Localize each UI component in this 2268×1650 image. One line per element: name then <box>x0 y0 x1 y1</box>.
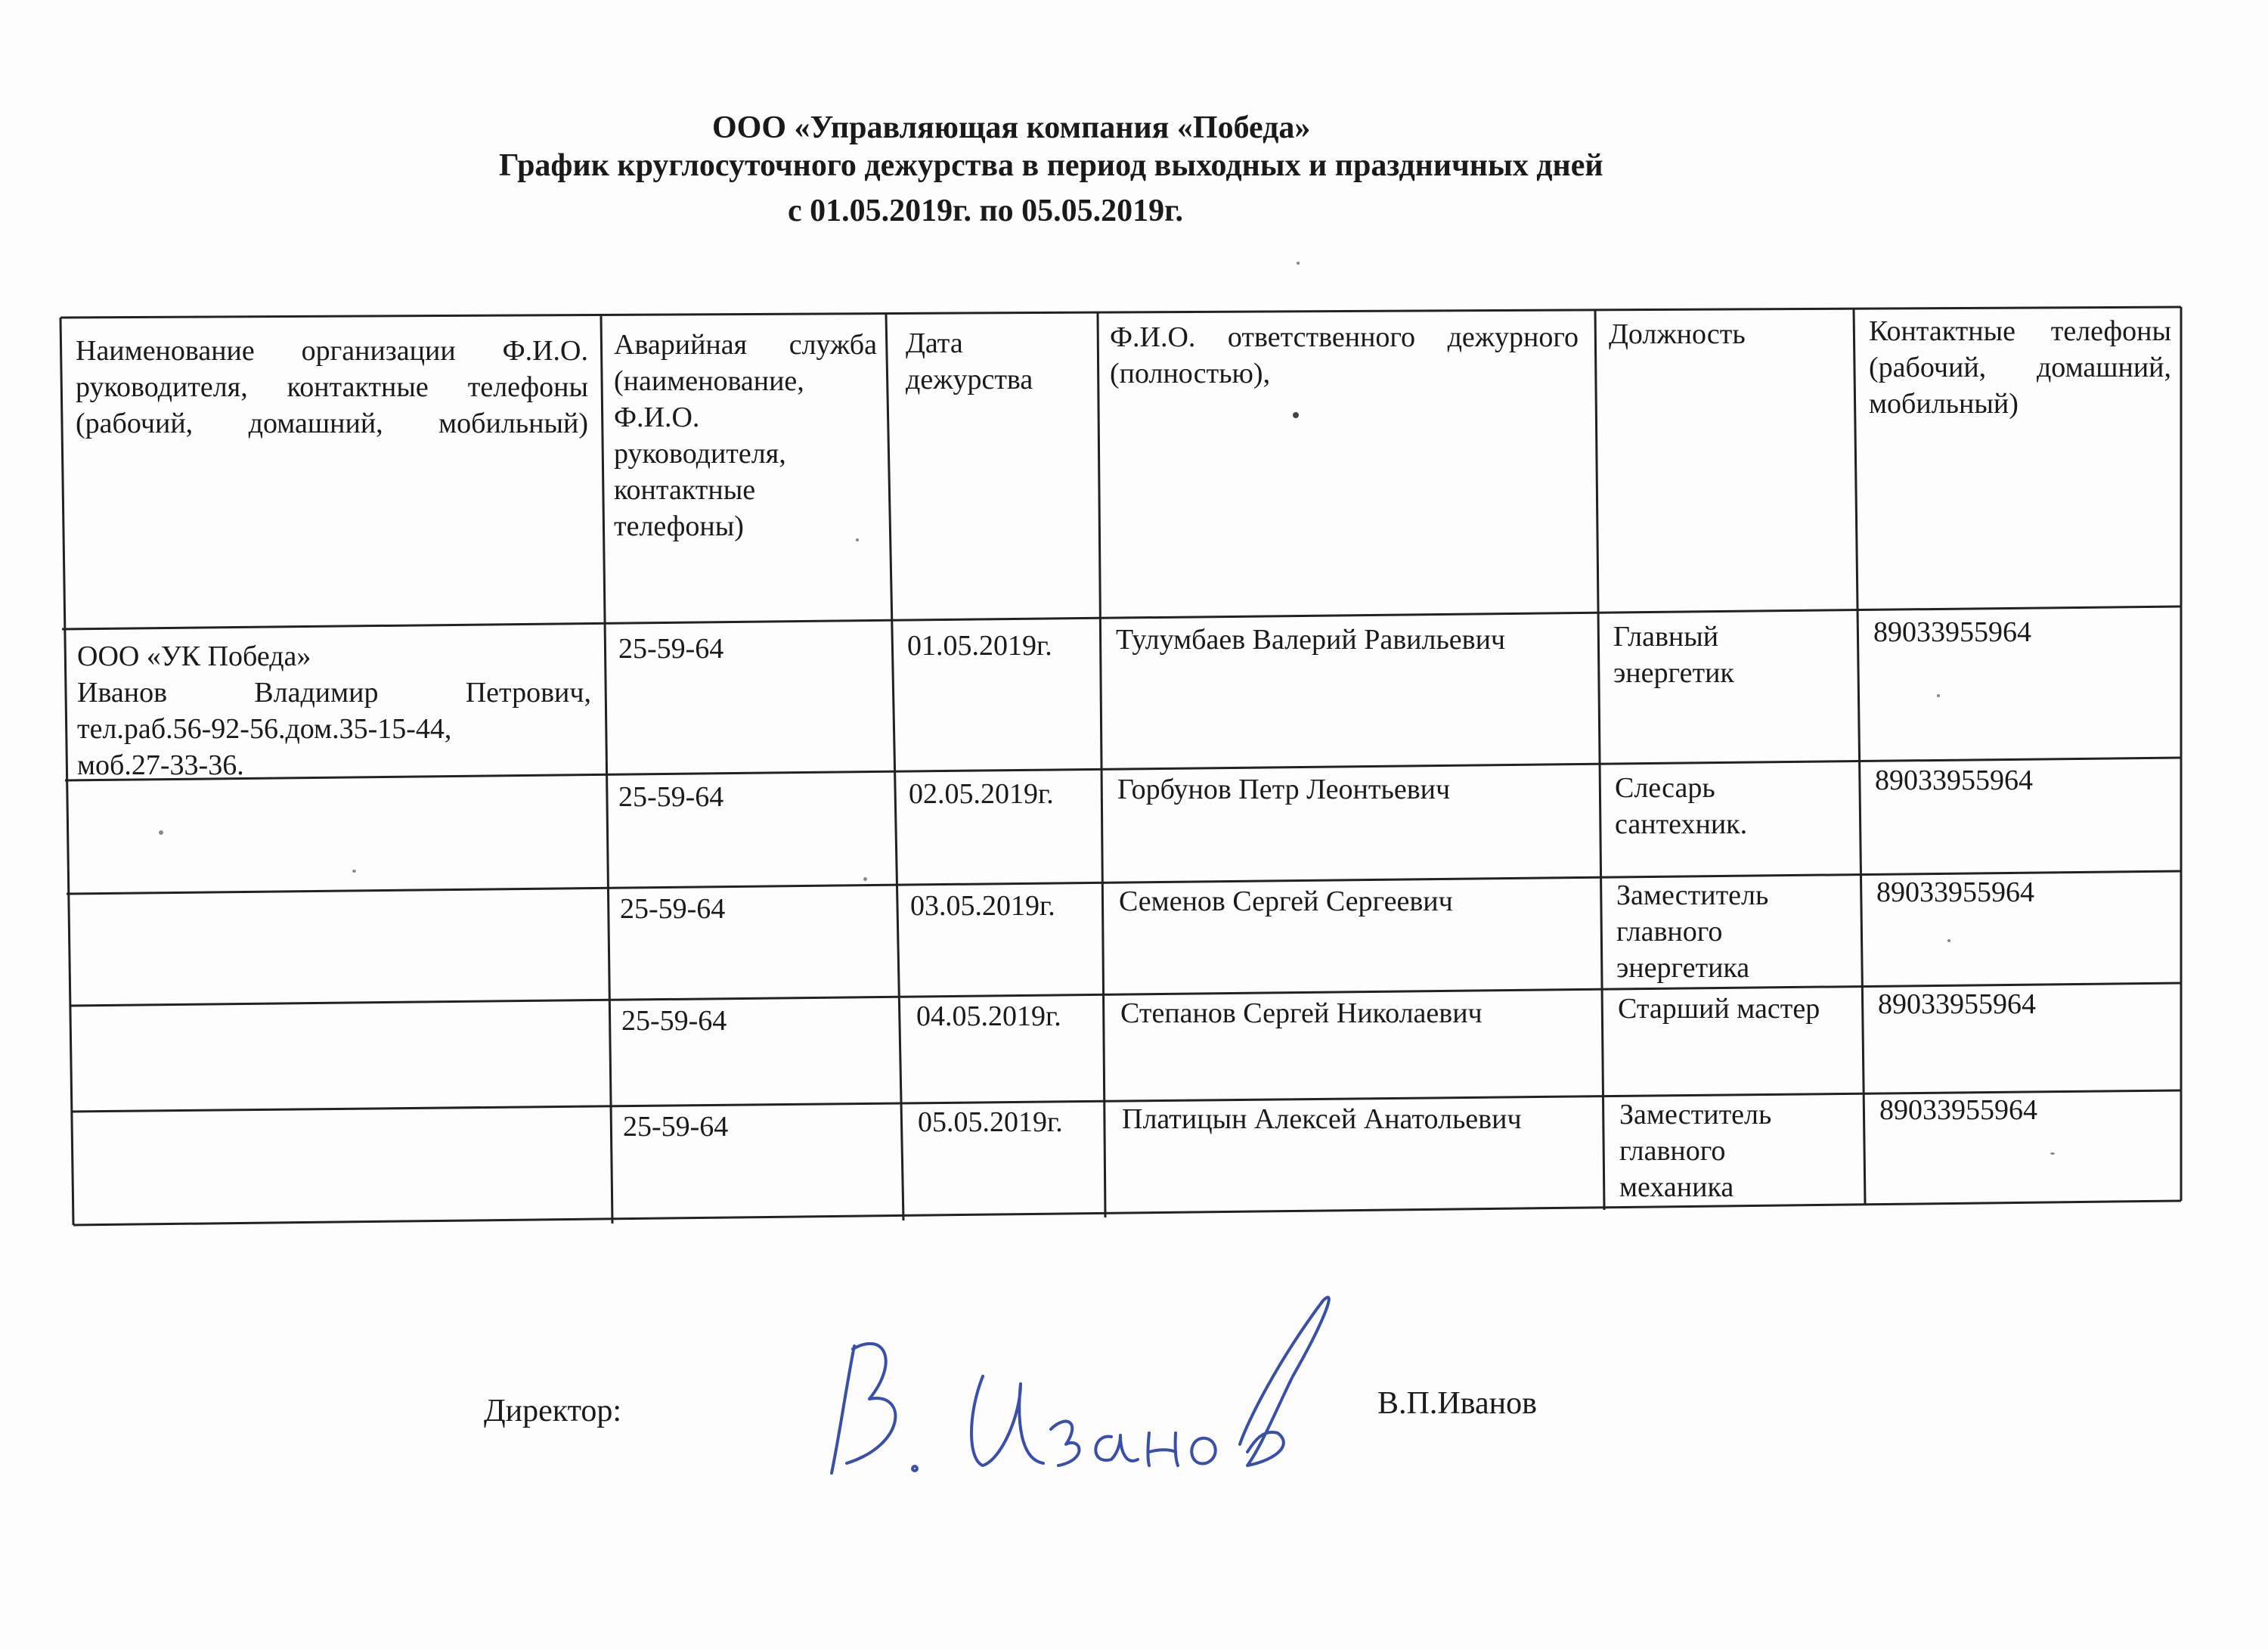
scan-speck <box>1293 412 1299 418</box>
table-row-5-date: 05.05.2019г. <box>918 1106 1063 1138</box>
director-mobile-phone: моб.27-33-36. <box>77 749 244 781</box>
column-header-phones <box>1869 313 2171 422</box>
company-name: ООО «Управляющая компания «Победа» <box>712 110 1311 145</box>
scan-speck <box>863 877 867 881</box>
table-row-1-date: 01.05.2019г. <box>907 630 1052 662</box>
scan-speck <box>856 538 859 541</box>
column-header-organization-text: Наименование организации Ф.И.О. руководителя, контактные телефоны (рабочий, домашний, мобильный) <box>76 335 588 439</box>
director-full-name: Иванов Владимир Петрович, <box>77 677 591 709</box>
table-row-4-emergency: 25-59-64 <box>621 1005 727 1037</box>
table-row-3-emergency: 25-59-64 <box>620 893 726 925</box>
table-row-2-emergency: 25-59-64 <box>618 781 724 813</box>
column-header-emergency-text: Аварийная служба (наименование, Ф.И.О. руководителя, контактные телефоны) <box>614 329 877 542</box>
table-row-2-person: Горбунов Петр Леонтьевич <box>1117 774 1451 805</box>
table-row-3-phone: 89033955964 <box>1876 876 2034 908</box>
column-header-date-text: Дата дежурства <box>906 327 1033 395</box>
schedule-period: с 01.05.2019г. по 05.05.2019г. <box>788 194 1184 228</box>
table-row-1-emergency: 25-59-64 <box>618 633 724 665</box>
table-row-5-emergency: 25-59-64 <box>623 1111 729 1143</box>
table-row-4-person: Степанов Сергей Николаевич <box>1120 997 1483 1029</box>
column-header-position-text: Должность <box>1609 318 1746 350</box>
scan-speck <box>159 830 163 835</box>
table-row-1-position: Главный энергетик <box>1613 621 1734 689</box>
scan-speck <box>1297 262 1300 265</box>
schedule-title: График круглосуточного дежурства в период выходных и праздничных дней <box>499 148 1603 183</box>
column-header-position <box>1609 316 1836 352</box>
column-header-organization <box>76 333 588 442</box>
table-row-2-position: Слесарь сантехник. <box>1615 772 1748 840</box>
director-name: В.П.Иванов <box>1377 1386 1537 1421</box>
table-row-4-date: 04.05.2019г. <box>916 1000 1061 1032</box>
column-header-person-text: Ф.И.О. ответственного дежурного (полностью), <box>1110 321 1579 389</box>
director-signature <box>794 1270 1338 1497</box>
column-header-phones-text: Контактные телефоны (рабочий, домашний, мобильный) <box>1869 315 2171 420</box>
column-header-emergency <box>614 327 877 544</box>
table-row-3-date: 03.05.2019г. <box>910 890 1055 922</box>
table-row-5-position: Заместитель главного механика <box>1619 1099 1772 1203</box>
table-row-2-date: 02.05.2019г. <box>909 778 1054 810</box>
scan-speck <box>1937 694 1940 697</box>
scan-speck <box>352 870 356 873</box>
column-header-person <box>1110 319 1579 392</box>
table-row-3-person: Семенов Сергей Сергеевич <box>1119 885 1453 917</box>
column-header-date <box>906 325 1072 398</box>
table-row-1-person: Тулумбаев Валерий Равильевич <box>1116 624 1506 656</box>
scan-speck <box>1947 939 1950 942</box>
table-row-2-phone: 89033955964 <box>1875 765 2033 796</box>
table-row-4-phone: 89033955964 <box>1878 988 2036 1020</box>
table-row-3-position: Заместитель главного энергетика <box>1616 879 1769 984</box>
table-row-5-person: Платицын Алексей Анатольевич <box>1122 1103 1522 1135</box>
table-row-1-phone: 89033955964 <box>1873 616 2031 648</box>
organization-cell <box>77 638 591 783</box>
director-work-home-phone: тел.раб.56-92-56.дом.35-15-44, <box>77 713 452 745</box>
scan-speck <box>2050 1152 2055 1155</box>
table-row-4-position: Старший мастер <box>1618 993 1820 1025</box>
organization-name: ООО «УК Победа» <box>77 640 311 672</box>
table-row-5-phone: 89033955964 <box>1879 1094 2037 1126</box>
director-label: Директор: <box>484 1394 622 1428</box>
